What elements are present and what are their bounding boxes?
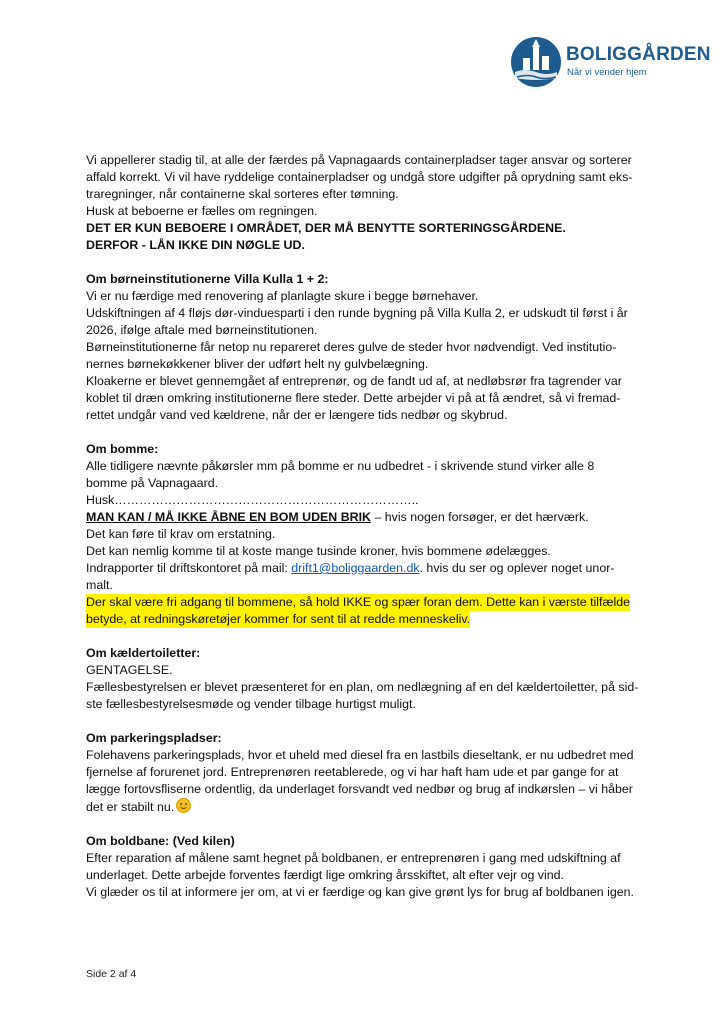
bomme-warning-bold: MAN KAN / MÅ IKKE ÅBNE EN BOM UDEN BRIK (86, 510, 371, 524)
logo-tagline: Når vi vender hjem (567, 67, 647, 78)
logo-emblem-icon (510, 36, 562, 88)
bomme-warning-rest: – hvis nogen forsøger, er det hærværk. (371, 510, 589, 524)
report-text: Indrapporter til driftskontoret på mail: (86, 561, 292, 575)
villa-line: koblet til dræn omkring institutionerne flere steder. Dette arbejder vi på at få ændret, så vi fremad- (86, 391, 621, 405)
report-line-2: malt. (86, 578, 113, 592)
villa-line: Kloakerne er blevet gennemgået af entreprenør, og de fandt ud af, at nedløbsrør fra tagrender var (86, 374, 622, 388)
parking-line-text: det er stabilt nu. (86, 800, 175, 814)
report-line (86, 560, 646, 577)
toilet-line: Fællesbestyrelsen er blevet præsenteret for en plan, om nedlægning af en del kældertoiletter, på sid- (86, 680, 639, 694)
ball-line: Efter reparation af målene samt hegnet på boldbanen, er entreprenøren i gang med udskiftning af (86, 851, 621, 865)
dont-lend-key-notice: DERFOR - LÅN IKKE DIN NØGLE UD. (86, 238, 305, 252)
parking-line: Folehavens parkeringsplads, hvor et uheld med diesel fra en lastbils dieseltank, er nu udbedret med (86, 748, 634, 762)
toilet-heading: Om kældertoiletter: (86, 646, 201, 660)
intro-line: Vi appellerer stadig til, at alle der færdes på Vapnagaards containerpladser tager ansvar og sorterer (86, 153, 632, 167)
bomme-heading: Om bomme: (86, 442, 159, 456)
toilet-line: ste fællesbestyrelsesmøde og vender tilbage hurtigst muligt. (86, 697, 416, 711)
bomme-warning (86, 509, 646, 526)
villa-line: Vi er nu færdige med renovering af planlagte skure i begge børnehaver. (86, 289, 479, 303)
intro-line: affald korrekt. Vi vil have ryddelige containerpladser og undgå store udgifter på oprydning samt eks- (86, 170, 633, 184)
report-text-end: . hvis du ser og oplever noget unor- (419, 561, 615, 575)
residents-only-notice: DET ER KUN BEBOERE I OMRÅDET, DER MÅ BENYTTE SORTERINGSGÅRDENE. (86, 221, 566, 235)
villa-line: Børneinstitutionerne får netop nu repareret deres gulve de steder hvor nødvendigt. Ved institutio- (86, 340, 617, 354)
page-number: Side 2 af 4 (86, 968, 137, 980)
bomme-line: Husk……………………………………………………………….. (86, 493, 419, 507)
bomme-line: Det kan nemlig komme til at koste mange tusinde kroner, hvis bommene ødelægges. (86, 544, 551, 558)
intro-line: traregninger, når containerne skal sorteres efter tømning. (86, 187, 399, 201)
intro-line: Husk at beboerne er fælles om regningen. (86, 204, 318, 218)
villa-line: nernes børnekøkkener bliver der udført helt ny gulvbelægning. (86, 357, 429, 371)
letter-body (86, 152, 646, 901)
boliggaarden-logo (510, 36, 711, 90)
logo-name: BOLIGGÅRDEN (566, 44, 711, 65)
highlighted-warning: betyde, at redningskøretøjer kommer for sent til at redde menneskeliv. (86, 612, 471, 626)
ball-line: underlaget. Dette arbejde forventes færdigt lige omkring årsskiftet, alt efter vejr og vind. (86, 868, 564, 882)
villa-kulla-heading: Om børneinstitutionerne Villa Kulla 1 + 2: (86, 272, 329, 286)
email-link[interactable]: drift1@boliggaarden.dk (291, 561, 420, 575)
ball-line: Vi glæder os til at informere jer om, at vi er færdige og kan give grønt lys for brug af boldbanen igen. (86, 885, 634, 899)
parking-line: lægge fortovsfliserne ordentlig, da underlaget forsvandt ved nedbør og brug af indkørslen – vi håber (86, 782, 633, 796)
ball-heading: Om boldbane: (Ved kilen) (86, 834, 235, 848)
villa-line: 2026, ifølge aftale med børneinstitutionen. (86, 323, 318, 337)
bomme-line: Det kan føre til krav om erstatning. (86, 527, 276, 541)
bomme-line: bomme på Vapnagaard. (86, 476, 219, 490)
parking-heading: Om parkeringspladser: (86, 731, 222, 745)
villa-line: Udskiftningen af 4 fløjs dør-vinduesparti i den runde bygning på Villa Kulla 2, er udskudt til først i år (86, 306, 628, 320)
parking-line: fjernelse af forurenet jord. Entreprenøren reetablerede, og vi har haft ham ude et par gange for at (86, 765, 619, 779)
parking-line-last (86, 798, 646, 816)
villa-line: rettet undgår vand ved kældrene, når der er længere tids nedbør og skybrud. (86, 408, 508, 422)
highlighted-warning: Der skal være fri adgang til bommene, så hold IKKE og spær foran dem. Dette kan i værste tilfælde (86, 595, 631, 609)
toilet-line: GENTAGELSE. (86, 663, 173, 677)
bomme-line: Alle tidligere nævnte påkørsler mm på bomme er nu udbedret - i skrivende stund virker alle 8 (86, 459, 595, 473)
smiley-icon (176, 798, 191, 813)
